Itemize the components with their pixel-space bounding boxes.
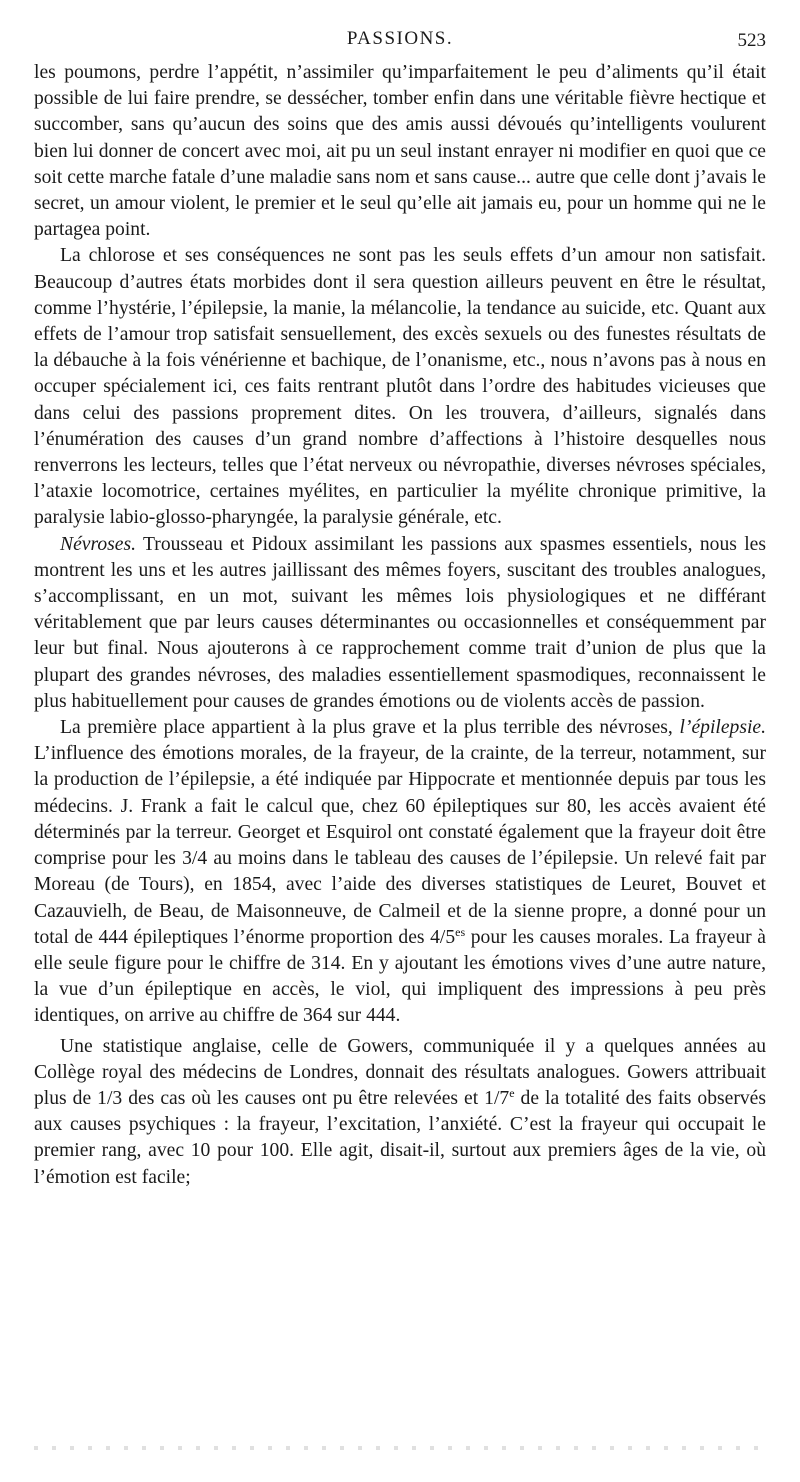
paragraph-5-end: de la totalité des faits observés aux causes psychiques : la frayeur, l’excitation, l’anxiété. C’est la frayeur qui occupait le premier rang, avec 10 pour 100. Elle agit, disait-il, surtout aux premiers âges de la vie, où l’émotion est facile; (34, 1087, 766, 1188)
paragraph-3-text: Trousseau et Pidoux assimilant les passions aux spasmes essentiels, nous les montrent les uns et les autres jaillissant des mêmes foyers, suscitant des troubles analogues, s’accomplissant, en un mot, suivant les mêmes lois physiologiques et ne différant véritablement que par leurs causes déterminantes ou occasionnelles et conséquemment par leur but final. Nous ajouterons à ce rapprochement comme trait d’union de plus que la plupart des grandes névroses, des maladies essentiellement spasmodiques, reconnaissent le plus habituellement pour causes de grandes émotions ou de violents accès de passion. (34, 533, 766, 712)
superscript-es: es (455, 924, 466, 939)
paragraph-4-text: L’influence des émotions morales, de la frayeur, de la crainte, de la terreur, notamment, sur la production de l’épilepsie, a été indiquée par Hippocrate et mentionnée depuis par tous les médecins. J. Frank a fait le calcul que, chez 60 épileptiques sur 80, les accès avaient été déterminés par la terreur. Georget et Esquirol ont constaté également que la frayeur doit être comprise pour les 3/4 au moins dans le tableau des causes de l’épilepsie. Un relevé fait par Moreau (de Tours), en 1854, avec l’aide des diverses statistiques de Leuret, Bouvet et Cazauvielh, de Beau, de Maisonneuve, de Calmeil et de la sienne propre, a donné pour un total de 444 épileptiques l’énorme proportion des 4/5 (34, 743, 766, 948)
paragraph-5 (34, 1034, 766, 1191)
paragraph-4-end: pour les causes morales. La frayeur à elle seule figure pour le chiffre de 314. En y ajoutant les émotions vives d’une autre nature, la vue d’un épileptique en accès, le viol, qui impliquent des impressions à peu près identiques, on arrive au chiffre de 364 sur 444. (34, 926, 766, 1027)
paragraph-3 (34, 532, 766, 715)
paragraph-4 (34, 715, 766, 1029)
term-epilepsie: l’épilepsie. (679, 717, 766, 739)
scan-bottom-edge (34, 1446, 766, 1450)
body-text (34, 60, 766, 1191)
section-lead-nevroses: Névroses. (60, 533, 137, 555)
paragraph-2: La chlorose et ses conséquences ne sont pas les seuls effets d’un amour non satisfait. Beaucoup d’autres états morbides dont il sera question ailleurs peuvent en être le résultat, comme l’hystérie, l’épilepsie, la manie, la mélancolie, la tendance au suicide, etc. Quant aux effets de l’amour trop satisfait sensuellement, des excès sexuels ou des funestes résultats de la débauche à la fois vénérienne et bachique, de l’onanisme, etc., nous n’avons pas à nous en occuper spécialement ici, ces faits rentrant plutôt dans l’ordre des habitudes vicieuses que dans celui des passions proprement dites. On les trouvera, d’ailleurs, signalés dans l’énumération des causes d’un grand nombre d’affections à l’histoire desquelles nous renverrons les lecteurs, telles que l’état nerveux ou névropathie, diverses névroses spéciales, l’ataxie locomotrice, certaines myélites, en particulier la myélite chronique primitive, la paralysie labio-glosso-pharyngée, la paralysie générale, etc. (34, 245, 766, 529)
running-title: PASSIONS. (346, 28, 454, 49)
running-header (34, 28, 766, 58)
paragraph-4-start: La première place appartient à la plus grave et la plus terrible des névroses, (60, 717, 680, 739)
superscript-e: e (509, 1085, 515, 1100)
page-number: 523 (737, 30, 766, 51)
paragraph-1: les poumons, perdre l’appétit, n’assimiler qu’imparfaitement le peu d’aliments qu’il était possible de lui faire prendre, se dessécher, tomber enfin dans une véritable fièvre hectique et succomber, sans qu’aucun des soins que des amis aussi dévoués qu’intelligents voulurent bien lui donner de concert avec moi, ait pu un seul instant enrayer ni modifier en quoi que ce soit cette marche fatale d’une maladie sans nom et sans cause... autre que celle dont j’avais le secret, un amour violent, le premier et le seul qu’elle ait jamais eu, pour un homme qui ne le partagea point. (34, 62, 766, 241)
paragraph-5-start: Une statistique anglaise, celle de Gowers, communiquée il y a quelques années au Collège royal des médecins de Londres, donnait des résultats analogues. Gowers attribuait plus de 1/3 des cas où les causes ont pu être relevées et 1/7 (34, 1035, 766, 1109)
